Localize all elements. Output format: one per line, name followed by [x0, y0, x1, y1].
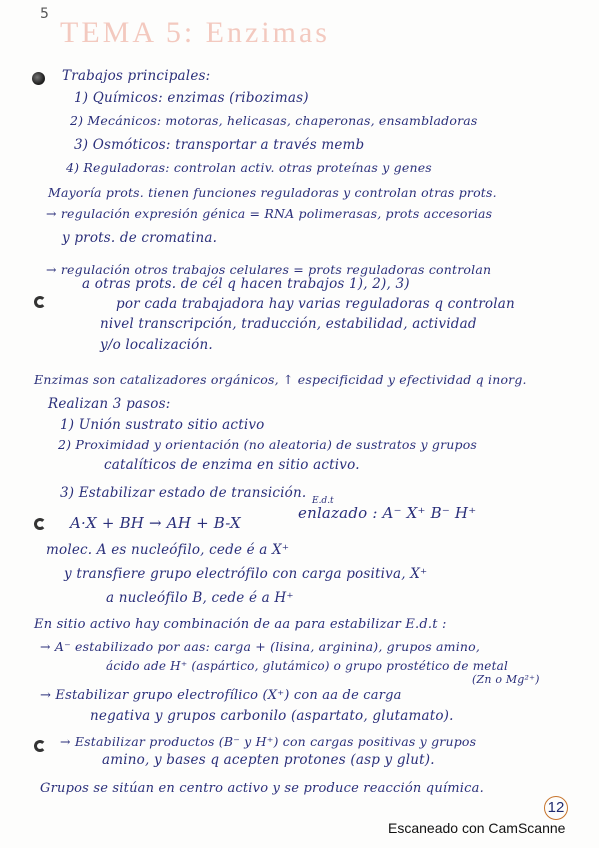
binder-hole-mark [34, 740, 46, 752]
note-line: Mayoría prots. tienen funciones reguladoras y controlan otras prots. [48, 185, 497, 200]
page-title: TEMA 5: Enzimas [60, 16, 330, 49]
note-line: 4) Reguladoras: controlan activ. otras proteínas y genes [66, 160, 432, 175]
note-line: amino, y bases q acepten protones (asp y glut). [102, 752, 435, 768]
note-line: En sitio activo hay combinación de aa para estabilizar E.d.t : [34, 617, 447, 632]
note-line: (Zn o Mg²⁺) [472, 673, 540, 686]
page-number: 12 [544, 796, 568, 820]
note-line: molec. A es nucleófilo, cede é a X⁺ [46, 542, 290, 558]
corner-mark: 5 [40, 6, 49, 22]
note-line: catalíticos de enzima en sitio activo. [104, 457, 360, 473]
note-line: y/o localización. [100, 337, 213, 353]
reaction-equation: A·X + BH → AH + B-X [70, 514, 241, 532]
note-line: → Estabilizar grupo electrofílico (X⁺) con aa de carga [40, 688, 402, 703]
note-line: 3) Osmóticos: transportar a través memb [74, 137, 365, 153]
bullet-dot [32, 72, 45, 85]
note-line: 1) Químicos: enzimas (ribozimas) [74, 90, 309, 106]
note-line: negativa y grupos carbonilo (aspartato, glutamato). [90, 708, 454, 724]
note-line: ácido ade H⁺ (aspártico, glutámico) o grupo prostético de metal [106, 659, 509, 673]
note-line: enlazado : A⁻ X⁺ B⁻ H⁺ [298, 504, 477, 522]
note-line: y transfiere grupo electrófilo con carga positiva, X⁺ [64, 566, 428, 582]
note-line: por cada trabajadora hay varias reguladoras q controlan [116, 296, 515, 312]
note-line: Enzimas son catalizadores orgánicos, ↑ especificidad y efectividad q inorg. [34, 372, 527, 387]
note-line: Trabajos principales: [62, 68, 211, 84]
note-line: 3) Estabilizar estado de transición. [60, 485, 307, 501]
note-line: y prots. de cromatina. [62, 230, 218, 246]
binder-hole-mark [34, 296, 46, 308]
note-line: a nucleófilo B, cede é a H⁺ [106, 590, 294, 606]
note-line: 1) Unión sustrato sitio activo [60, 417, 265, 433]
note-line: → regulación expresión génica = RNA polimerasas, prots accesorias [46, 206, 493, 221]
note-line: → regulación otros trabajos celulares = prots reguladoras controlan [46, 262, 492, 277]
note-line: a otras prots. de cél q hacen trabajos 1), 2), 3) [82, 276, 410, 292]
note-line: → Estabilizar productos (B⁻ y H⁺) con cargas positivas y grupos [60, 734, 477, 749]
note-line: → A⁻ estabilizado por aas: carga + (lisina, arginina), grupos amino, [40, 639, 481, 654]
edt-superscript: E.d.t [312, 496, 334, 506]
scanner-watermark: Escaneado con CamScanne [388, 820, 566, 836]
note-line: 2) Mecánicos: motoras, helicasas, chaperonas, ensambladoras [70, 113, 478, 128]
note-line: 2) Proximidad y orientación (no aleatoria) de sustratos y grupos [58, 437, 478, 452]
binder-hole-mark [34, 518, 46, 530]
note-line: Grupos se sitúan en centro activo y se produce reacción química. [40, 781, 484, 796]
note-line: Realizan 3 pasos: [48, 396, 171, 412]
note-line: nivel transcripción, traducción, estabilidad, actividad [100, 316, 477, 332]
